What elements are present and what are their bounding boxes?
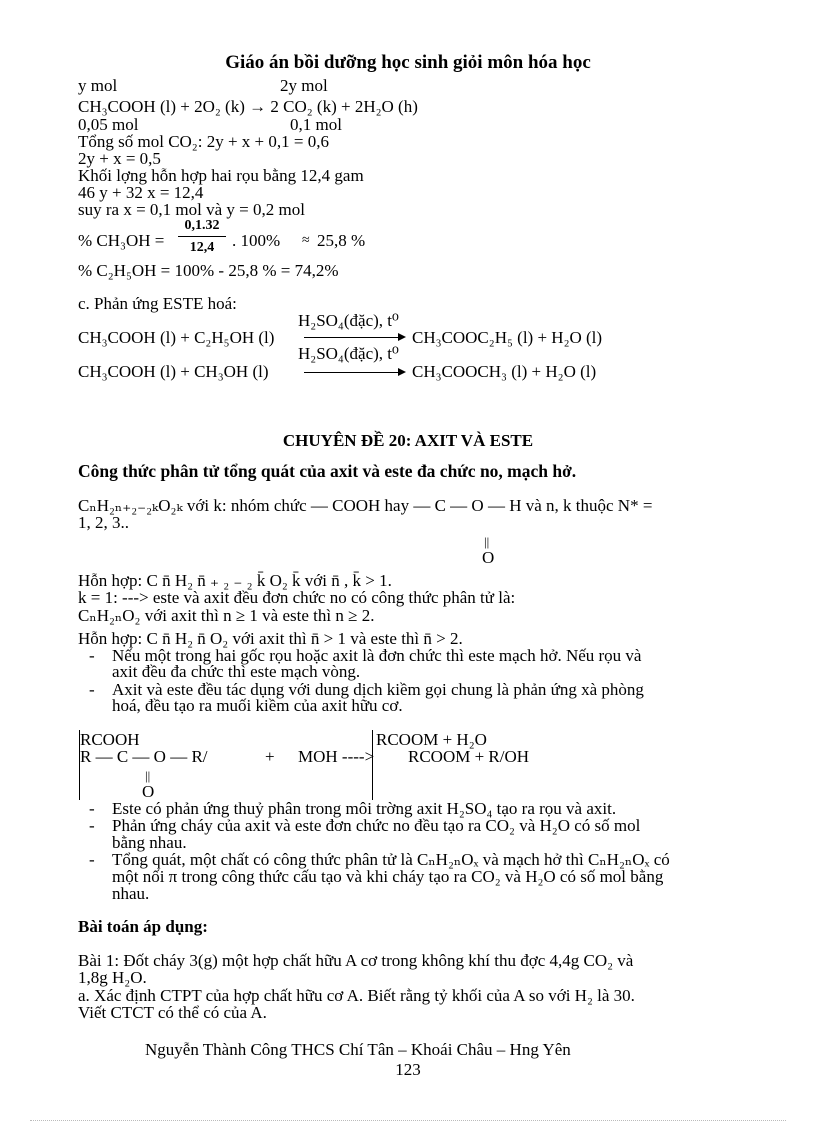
reaction1-reactants: CH₃COOH (l) + C₂H₅OH (l) (78, 328, 275, 347)
rcoom-h2o: RCOOM + H₂O (376, 730, 487, 749)
k1-formula: CₙH₂ₙO₂ với axit thì n ≥ 1 và este thì n ≥ 2. (78, 606, 375, 625)
applied-heading: Bài toán áp dụng: (78, 917, 208, 936)
reaction-arrow-1 (304, 337, 404, 338)
section-subtitle: Công thức phân tử tổng quát của axit và este đa chức no, mạch hở. (78, 461, 577, 481)
bullet-text: bằng nhau. (112, 833, 187, 852)
combustion-equation: CH₃COOH (l) + 2O₂ (k) → 2 CO₂ (k) + 2H₂O (h) (78, 97, 418, 116)
bullet-text: nhau. (112, 884, 150, 903)
ester-formula: R — C — O — R/ (80, 747, 208, 766)
mol-label-005: 0,05 mol (78, 115, 139, 134)
pct-c2h5oh-line: % C₂H₅OH = 100% - 25,8 % = 74,2% (78, 261, 339, 280)
plus-sign: + (265, 747, 275, 766)
equation-line-2: 46 y + 32 x = 12,4 (78, 183, 204, 202)
fraction-numerator: 0,1.32 (184, 218, 220, 233)
bullet-dash: - (89, 850, 95, 869)
double-bond-mark: || (145, 768, 151, 783)
section-title: CHUYÊN ĐỀ 20: AXIT VÀ ESTE (282, 431, 534, 450)
oxygen-atom: O (142, 782, 155, 801)
reaction-arrow-2 (304, 372, 404, 373)
pct-ch3oh-value: 25,8 % (317, 231, 366, 250)
footer-author: Nguyễn Thành Công THCS Chí Tân – Khoái Châu – Hng Yên (145, 1040, 571, 1059)
page-number: 123 (395, 1060, 421, 1079)
reaction-condition-1: H₂SO₄(đặc), t⁰ (298, 311, 399, 330)
pct-ch3oh-mid: . 100% (232, 231, 281, 250)
esterification-heading: c. Phản ứng ESTE hoá: (78, 294, 237, 313)
bullet-dash: - (89, 799, 95, 818)
mol-label-y: y mol (78, 76, 118, 95)
problem-1-line: Viết CTCT có thể có của A. (78, 1003, 267, 1022)
mixture-formula-1: Hỗn hợp: C n̄ H₂ n̄ ₊ ₂ ₋ ₂ k̄ O₂ k̄ với n̄ , k̄ > 1. (78, 571, 392, 590)
mol-label-01: 0,1 mol (290, 115, 342, 134)
page-header-title: Giáo án bồi dưỡng học sinh giỏi môn hóa học (225, 52, 591, 73)
k1-line: k = 1: ---> este và axit đều đơn chức no có công thức phân tử là: (78, 588, 516, 607)
oxygen-atom: O (482, 548, 495, 567)
rcoom-roh: RCOOM + R/OH (408, 747, 530, 766)
pct-ch3oh-prefix: % CH₃OH = (78, 231, 165, 250)
rcooh-formula: RCOOH (80, 730, 140, 749)
result-line: suy ra x = 0,1 mol và y = 0,2 mol (78, 200, 305, 219)
reaction2-reactants: CH₃COOH (l) + CH₃OH (l) (78, 362, 269, 381)
bullet-dash: - (89, 646, 95, 665)
page-bottom-rule (30, 1120, 786, 1121)
reaction-condition-2: H₂SO₄(đặc), t⁰ (298, 344, 399, 363)
problem-1-line: 1,8g H₂O. (78, 968, 147, 987)
problem-1-line: a. Xác định CTPT của hợp chất hữu cơ A. Biết rằng tỷ khối của A so với H₂ là 30. (78, 986, 635, 1005)
bullet-dash: - (89, 816, 95, 835)
general-formula-line: CₙH₂ₙ₊₂₋₂ₖO₂ₖ với k: nhóm chức — COOH hay — C — O — H và n, k thuộc N* = (78, 496, 653, 515)
general-formula-line-2: 1, 2, 3.. (78, 513, 129, 532)
reaction1-products: CH₃COOC₂H₅ (l) + H₂O (l) (412, 328, 603, 347)
moh-arrow: MOH ----> (298, 747, 375, 766)
bullet-text: Phản ứng cháy của axit và este đơn chức no đều tạo ra CO₂ và H₂O có số mol (112, 816, 641, 835)
equation-line-1: 2y + x = 0,5 (78, 149, 161, 168)
bullet-dash: - (89, 680, 95, 699)
bullet-text: hoá, đều tạo ra muối kiềm của axit hữu cơ. (112, 696, 403, 715)
mol-label-2y: 2y mol (280, 76, 328, 95)
fraction-bar (178, 236, 226, 237)
bullet-text: axit đều đa chức thì este mạch vòng. (112, 662, 361, 681)
double-bond-mark: || (484, 534, 490, 549)
bullet-text: Axit và este đều tác dụng với dung dịch kiềm gọi chung là phản ứng xà phòng (112, 680, 644, 699)
bullet-text: Nếu một trong hai gốc rọu hoặc axit là đơn chức thì este mạch hở. Nếu rọu và (112, 646, 642, 665)
fraction-denominator: 12,4 (189, 240, 215, 255)
approx-symbol: ≈ (302, 233, 310, 248)
bullet-text: Tổng quát, một chất có công thức phân tử là CₙH₂ₙOₓ và mạch hở thì CₙH₂ₙOₓ có (112, 850, 670, 869)
mass-line: Khối lợng hỗn hợp hai rọu bằng 12,4 gam (78, 166, 364, 185)
mixture-formula-2: Hỗn hợp: C n̄ H₂ n̄ O₂ với axit thì n̄ > 1 và este thì n̄ > 2. (78, 629, 463, 648)
total-co2-line: Tổng số mol CO₂: 2y + x + 0,1 = 0,6 (78, 132, 329, 151)
problem-1-line: Bài 1: Đốt cháy 3(g) một hợp chất hữu A cơ trong không khí thu đợc 4,4g CO₂ và (78, 951, 634, 970)
bullet-text: một nối π trong công thức cấu tạo và khi cháy tạo ra CO₂ và H₂O có số mol bằng (112, 867, 664, 886)
bullet-text: Este có phản ứng thuỷ phân trong môi trờng axit H₂SO₄ tạo ra rọu và axit. (112, 799, 617, 818)
reaction2-products: CH₃COOCH₃ (l) + H₂O (l) (412, 362, 597, 381)
